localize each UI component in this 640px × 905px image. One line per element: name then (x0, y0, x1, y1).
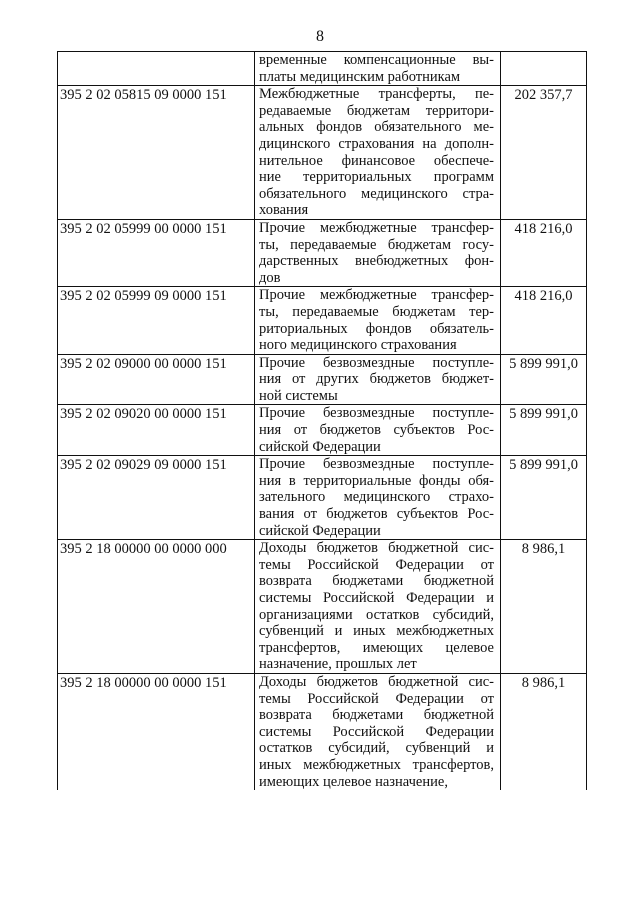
description-cell (255, 456, 501, 540)
description-line: Межбюджетные трансферты, пе- (259, 86, 494, 103)
description-line: хования (259, 202, 309, 219)
budget-code-cell: 395 2 02 09020 00 0000 151 (58, 405, 255, 456)
budget-code-cell: 395 2 02 05999 00 0000 151 (58, 219, 255, 286)
description-cell (255, 673, 501, 790)
description-line: сийской Федерации (259, 522, 381, 539)
description-line: ния от других бюджетов бюджет- (259, 371, 494, 388)
description-line: дарственных внебюджетных фон- (259, 253, 494, 270)
amount-cell: 5 899 991,0 (501, 354, 587, 405)
description-line: зательного медицинского страхо- (259, 489, 494, 506)
table-row (58, 540, 587, 674)
description-line: ние территориальных программ (259, 169, 494, 186)
table-row (58, 405, 587, 456)
amount-cell: 418 216,0 (501, 287, 587, 354)
description-line: назначение, прошлых лет (259, 656, 417, 673)
description-line: Прочие межбюджетные трансфер- (259, 219, 494, 236)
description-cell (255, 540, 501, 674)
amount-cell: 5 899 991,0 (501, 456, 587, 540)
budget-code-cell: 395 2 02 05999 09 0000 151 (58, 287, 255, 354)
page-number: 8 (316, 28, 324, 45)
description-line: риториальных фондов обязатель- (259, 320, 494, 337)
description-line: трансфертов, имеющих целевое (259, 639, 494, 656)
table-row (58, 219, 587, 286)
description-line: субвенций и иных межбюджетных (259, 623, 494, 640)
description-line: организациями остатков субсидий, (259, 606, 494, 623)
description-cell (255, 219, 501, 286)
description-line: сийской Федерации (259, 438, 381, 455)
description-line: платы медицинским работникам (259, 68, 461, 85)
description-line: вания от бюджетов субъектов Рос- (259, 506, 494, 523)
budget-code-cell (58, 52, 255, 86)
description-line: временные компенсационные вы- (259, 52, 494, 68)
description-line: имеющих целевое назначение, (259, 773, 448, 790)
description-line: ного медицинского страхования (259, 337, 457, 354)
budget-code-cell: 395 2 02 09000 00 0000 151 (58, 354, 255, 405)
budget-code-cell: 395 2 02 09029 09 0000 151 (58, 456, 255, 540)
description-line: ной системы (259, 387, 338, 404)
description-line: обязательного медицинского стра- (259, 185, 494, 202)
description-cell (255, 287, 501, 354)
table-row (58, 456, 587, 540)
description-line: темы Российской Федерации от (259, 556, 494, 573)
description-line: ния в территориальные фонды обя- (259, 472, 494, 489)
description-line: Прочие безвозмездные поступле- (259, 456, 494, 473)
amount-cell: 202 357,7 (501, 86, 587, 220)
amount-cell (501, 52, 587, 86)
description-line: дов (259, 269, 281, 286)
description-line: нительное финансовое обеспече- (259, 152, 494, 169)
description-line: Доходы бюджетов бюджетной сис- (259, 540, 494, 557)
description-line: ты, передаваемые бюджетам госу- (259, 236, 494, 253)
description-cell (255, 405, 501, 456)
description-line: возврата бюджетами бюджетной (259, 707, 494, 724)
description-line: Доходы бюджетов бюджетной сис- (259, 673, 494, 690)
amount-cell: 8 986,1 (501, 540, 587, 674)
description-line: редаваемые бюджетам территори- (259, 102, 494, 119)
description-line: Прочие межбюджетные трансфер- (259, 287, 494, 304)
table-row (58, 354, 587, 405)
description-line: системы Российской Федерации и (259, 590, 494, 606)
budget-code-cell: 395 2 18 00000 00 0000 151 (58, 673, 255, 790)
description-line: возврата бюджетами бюджетной (259, 573, 494, 590)
description-line: дицинского страхования на дополн- (259, 135, 494, 152)
description-line: темы Российской Федерации от (259, 690, 494, 707)
amount-cell: 8 986,1 (501, 673, 587, 790)
description-line: Прочие безвозмездные поступле- (259, 354, 494, 371)
amount-cell: 418 216,0 (501, 219, 587, 286)
budget-code-cell: 395 2 02 05815 09 0000 151 (58, 86, 255, 220)
description-line: ния от бюджетов субъектов Рос- (259, 422, 494, 439)
description-line: Прочие безвозмездные поступле- (259, 405, 494, 422)
description-line: иных межбюджетных трансфертов, (259, 756, 494, 773)
table-row (58, 52, 587, 86)
description-line: альных фондов обязательного ме- (259, 119, 494, 136)
description-cell (255, 52, 501, 86)
table-row (58, 86, 587, 220)
description-cell (255, 86, 501, 220)
description-cell (255, 354, 501, 405)
budget-code-cell: 395 2 18 00000 00 0000 000 (58, 540, 255, 674)
revenue-table (57, 51, 587, 790)
description-line: остатков субсидий, субвенций и (259, 740, 494, 757)
table-row (58, 673, 587, 790)
description-line: системы Российской Федерации (259, 723, 494, 740)
description-line: ты, передаваемые бюджетам тер- (259, 303, 494, 320)
table-row (58, 287, 587, 354)
amount-cell: 5 899 991,0 (501, 405, 587, 456)
revenue-table-body (58, 52, 587, 791)
